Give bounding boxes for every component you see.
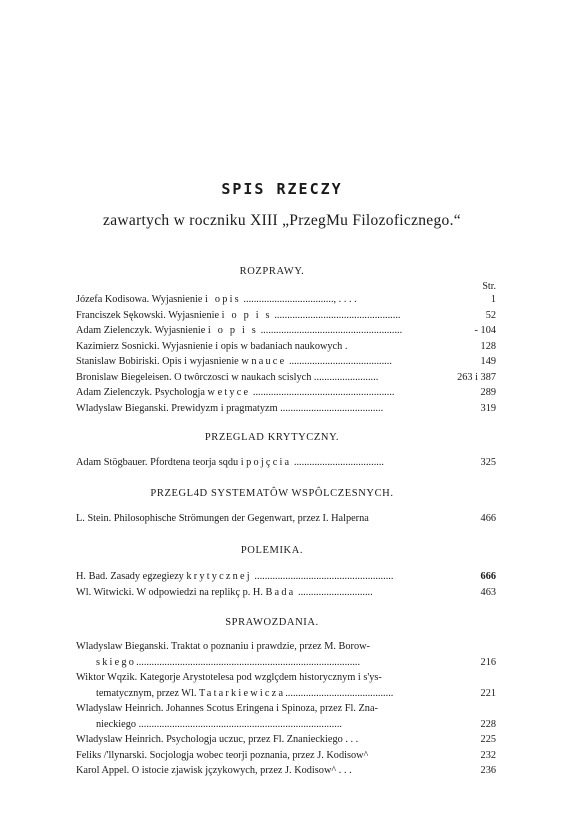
- page-number: - 104: [474, 325, 496, 336]
- leader-dots: ......................................................: [254, 571, 394, 582]
- toc-entry: [76, 403, 496, 419]
- entry-spaced-text: Tatarkiewicza: [199, 687, 286, 699]
- entry-title: Socjologja wobec teorji poznania, przez J. Kodisow^: [149, 749, 369, 761]
- page-number: 128: [480, 340, 496, 352]
- entry-text: [76, 356, 392, 367]
- leader-dots: .........................: [313, 371, 379, 383]
- section-heading: SPRAWOZDANIA.: [225, 617, 319, 628]
- toc-entry: [76, 341, 496, 357]
- leader-dots: .......................................................................................: [136, 656, 361, 668]
- entry-text: [76, 325, 402, 336]
- entry-author: Kazimierz Sosnicki.: [76, 340, 160, 352]
- entry-text: [96, 719, 342, 730]
- toc-entry: [76, 387, 496, 403]
- entry-spaced-text: Bada: [265, 586, 296, 598]
- leader-dots: ...............................................................................: [138, 718, 342, 730]
- leader-dots: ........................................: [288, 356, 392, 367]
- entry-author: H. Bad.: [76, 571, 108, 582]
- document-subtitle: zawartych w roczniku XIII „PrzegMu Filozoficznego.“: [103, 212, 461, 229]
- section-heading: POLEMIKA.: [240, 545, 304, 556]
- entry-text: [76, 765, 352, 776]
- page-number: 52: [485, 309, 496, 321]
- section-heading: ROZPRAWY.: [239, 266, 305, 277]
- leader-dots: ........................................: [280, 402, 384, 414]
- page-number: 149: [480, 356, 496, 367]
- entry-title: Wyjasnienie i opis w badaniach naukowych: [161, 340, 343, 352]
- page-number: 463: [480, 586, 496, 598]
- entry-text: Wladyslaw Heinrich. Johannes Scotus Eringena i Spinoza, przez Fl. Zna-: [76, 703, 378, 714]
- entry-title: Wyjasnienie: [151, 294, 203, 305]
- entry-spaced-text: skiego: [96, 656, 137, 668]
- leader-dots: .................................................: [274, 309, 401, 321]
- page-number: 225: [480, 734, 496, 745]
- document-title: SPIS RZECZY: [221, 180, 343, 198]
- page-number: 221: [480, 687, 496, 699]
- section-heading: PRZEGL4D SYSTEMATÔW WSPÔLCZESNYCH.: [150, 488, 394, 499]
- page-number: 1: [490, 294, 496, 305]
- section-entries: [76, 641, 496, 781]
- entry-line-continued: [76, 719, 496, 735]
- entry-line-continued: [76, 688, 496, 704]
- entry-line-continued: [76, 657, 496, 673]
- toc-entry: [76, 765, 496, 781]
- page-number: 466: [480, 513, 496, 524]
- leader-dots: .: [344, 340, 348, 352]
- entry-text: [76, 310, 400, 321]
- toc-entry: [76, 457, 496, 473]
- toc-entry: [76, 513, 496, 529]
- entry-text-part: tematycznym, przez Wl.: [96, 687, 197, 699]
- entry-text: [76, 571, 393, 582]
- page-number: 289: [480, 387, 496, 398]
- toc-entry: [76, 294, 496, 310]
- entry-author: Wladyslaw Heinrich.: [76, 734, 164, 745]
- entry-author: Karol Appel.: [76, 765, 130, 776]
- entry-title: Prewidyzm i pragmatyzm: [171, 402, 278, 414]
- page-number: 263 i 387: [457, 371, 496, 383]
- entry-text: [76, 341, 347, 352]
- toc-entry: [76, 310, 496, 326]
- section-entries: [76, 571, 496, 602]
- entry-spaced-text: nauce: [251, 356, 287, 367]
- entry-title: Zasady egzegiezy: [110, 571, 184, 582]
- toc-entry: [76, 587, 496, 603]
- entry-line: [76, 641, 496, 657]
- entry-text: [96, 688, 393, 699]
- entry-title: Wyjasnienie: [168, 309, 220, 321]
- toc-entry: [76, 325, 496, 341]
- toc-entry: [76, 734, 496, 750]
- leader-dots: ..................................., . . . .: [243, 294, 357, 305]
- page-column-label: Str.: [482, 281, 496, 292]
- entry-title: Wyjasnienie: [154, 325, 206, 336]
- page-number: 228: [480, 718, 496, 730]
- entry-text: [76, 513, 369, 524]
- entry-text: [76, 587, 373, 598]
- entry-text-part: nieckiego: [96, 718, 137, 730]
- entry-author: Franciszek Sękowski.: [76, 309, 166, 321]
- entry-text: [96, 657, 360, 668]
- toc-entry: [76, 750, 496, 766]
- entry-text: [76, 734, 358, 745]
- entry-author: Wl. Witwicki.: [76, 586, 135, 598]
- entry-author: Feliks /'llynarski.: [76, 749, 148, 761]
- leader-dots: .............................: [298, 586, 373, 598]
- page-number: 325: [480, 457, 496, 468]
- page-number: 216: [480, 656, 496, 668]
- entry-text: [76, 387, 394, 398]
- entry-text: [76, 750, 368, 761]
- entry-title: Psychologja w: [154, 387, 215, 398]
- entry-author: Adam Zielenczyk.: [76, 387, 153, 398]
- entry-title: W odpowiedzi na replikç p. H.: [136, 586, 263, 598]
- leader-dots: .......................................................: [260, 325, 403, 336]
- page-number: 666: [480, 571, 496, 582]
- entry-spaced-text: etyce: [217, 387, 251, 398]
- entry-spaced-text: krytycznej: [186, 571, 252, 582]
- section-heading: PRZEGLAD KRYTYCZNY.: [204, 432, 340, 443]
- entry-author: Bronislaw Biegeleisen.: [76, 371, 172, 383]
- entry-author: L. Stein.: [76, 513, 112, 524]
- entry-author: Adam Zielenczyk.: [76, 325, 153, 336]
- entry-author: Wladyslaw Bieganski.: [76, 402, 169, 414]
- entry-spaced-text: i opis: [205, 294, 241, 305]
- leader-dots: . . .: [345, 734, 359, 745]
- entry-line: [76, 703, 496, 719]
- entry-spaced-text: i o p i s: [207, 325, 259, 336]
- entry-text: [76, 372, 378, 383]
- toc-entry: [76, 571, 496, 587]
- section-entries: [76, 294, 496, 418]
- entry-text: Wladyslaw Bieganski. Traktat o poznaniu i prawdzie, przez M. Borow-: [76, 641, 370, 652]
- entry-title: O twôrczosci w naukach scislych: [174, 371, 312, 383]
- toc-entry: [76, 372, 496, 388]
- section-entries: [76, 457, 496, 473]
- entry-author: Stanislaw Bobiriski.: [76, 356, 160, 367]
- entry-title: Psychologja uczuc, przez Fl. Znanieckiego: [166, 734, 343, 745]
- entry-author: Adam Stögbauer.: [76, 457, 148, 468]
- leader-dots: .......................................................: [252, 387, 395, 398]
- page-number: 319: [480, 402, 496, 414]
- entry-title: Opis i wyjasnienie w: [162, 356, 249, 367]
- entry-text: Wiktor Wqzik. Kategorje Arystotelesa pod wzglçdem historycznym i s'ys-: [76, 672, 382, 683]
- entry-spaced-text: pojçcia: [246, 457, 292, 468]
- leader-dots: . . .: [338, 765, 352, 776]
- entry-title: Pfordtena teorja sqdu i: [150, 457, 244, 468]
- entry-spaced-text: i o p i s: [221, 309, 272, 321]
- entry-line: [76, 672, 496, 688]
- leader-dots: ..........................................: [285, 687, 394, 699]
- section-entries: [76, 513, 496, 529]
- entry-text: [76, 403, 383, 414]
- page-number: 232: [480, 749, 496, 761]
- entry-title: Philosophische Strömungen der Gegenwart, przez I. Halperna: [113, 513, 369, 524]
- leader-dots: ...................................: [293, 457, 384, 468]
- entry-title: O istocie zjawisk jçzykowych, przez J. Kodisow^: [131, 765, 337, 776]
- entry-author: Józefa Kodisowa.: [76, 294, 150, 305]
- entry-text: [76, 457, 384, 468]
- toc-entry: [76, 356, 496, 372]
- page-number: 236: [480, 765, 496, 776]
- entry-text: [76, 294, 357, 305]
